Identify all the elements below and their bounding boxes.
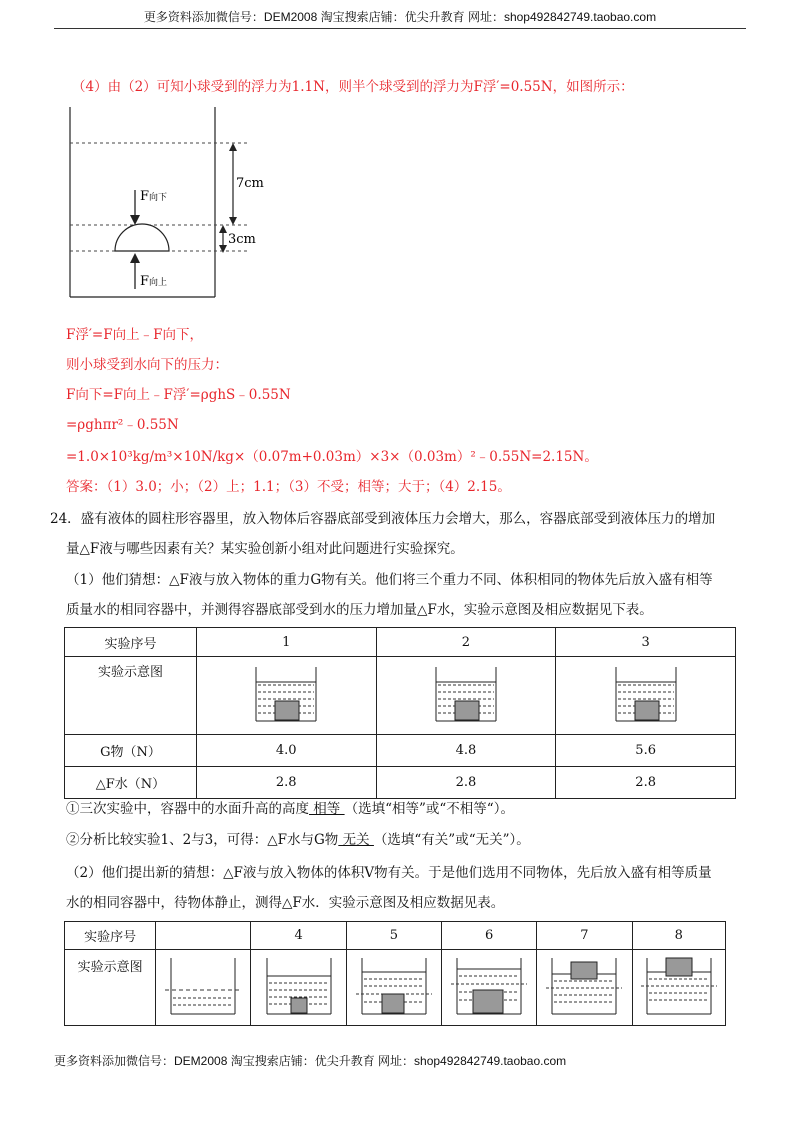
t1-fig-3	[556, 657, 736, 735]
t2-col-4: 4	[251, 922, 346, 950]
t2-col-6: 6	[442, 922, 537, 950]
t1-col-3: 3	[556, 628, 736, 657]
f-up-label: F向上	[140, 274, 168, 289]
eq-line-3: F向下=F向上﹣F浮′=ρghS﹣0.55N	[66, 387, 291, 403]
t2-fig-empty	[156, 950, 251, 1026]
header-divider	[54, 28, 746, 29]
experiment-table-1	[64, 627, 736, 799]
q24-sub1: ①三次实验中，容器中的水面升高的高度 相等 （选填“相等”或“不相等“）。	[66, 801, 514, 817]
q24-part1-line2: 质量水的相同容器中，并测得容器底部受到水的压力增加量△F水，实验示意图及相应数据见下表。	[66, 602, 653, 618]
t2-fig-4	[251, 950, 346, 1026]
t1-g-1: 4.0	[196, 735, 376, 767]
eq-line-2: 则小球受到水向下的压力：	[66, 357, 228, 373]
t2-fig-6	[442, 950, 537, 1026]
t2-header-seq: 实验序号	[65, 922, 156, 950]
q24-sub2-answer: 无关	[338, 832, 374, 848]
f-down-label: F向下	[140, 189, 168, 204]
page-header: 更多资料添加微信号：DEM2008 淘宝搜索店铺：优尖升教育 网址：shop492842749.taobao.com	[143, 10, 657, 24]
t2-fig-5	[346, 950, 441, 1026]
q24-part2-line1: （2）他们提出新的猜想：△F液与放入物体的体积V物有关。于是他们选用不同物体，先后放入盛有相等质量	[66, 865, 712, 881]
t1-df-2: 2.8	[376, 767, 556, 799]
t2-col-8: 8	[632, 922, 725, 950]
t1-df-1: 2.8	[196, 767, 376, 799]
q24-part1-line1: （1）他们猜想：△F液与放入物体的重力G物有关。他们将三个重力不同、体积相同的物体先后放入盛有相等	[66, 572, 713, 588]
q24-sub1-answer: 相等	[309, 801, 345, 817]
answer-line: 答案：（1）3.0；小；（2）上；1.1；（3）不受；相等；大于；（4）2.15。	[66, 479, 511, 495]
page-footer: 更多资料添加微信号：DEM2008 淘宝搜索店铺：优尖升教育 网址：shop492842749.taobao.com	[54, 1054, 567, 1068]
t1-col-2: 2	[376, 628, 556, 657]
q24-sub2: ②分析比较实验1、2与3，可得：△F水与G物 无关 （选填“有关”或“无关”）。	[66, 832, 530, 848]
t2-fig-8	[632, 950, 725, 1026]
t1-df-3: 2.8	[556, 767, 736, 799]
eq-line-5: =1.0×10³kg/m³×10N/kg×（0.07m+0.03m）×3×（0.03m）²﹣0.55N=2.15N。	[66, 449, 598, 465]
t1-header-g: G物（N）	[65, 735, 197, 767]
t2-col-0	[156, 922, 251, 950]
t1-fig-1	[196, 657, 376, 735]
t1-g-3: 5.6	[556, 735, 736, 767]
label-3cm: 3cm	[228, 232, 256, 247]
t1-header-df: △F水（N）	[65, 767, 197, 799]
eq-line-4: =ρghπr²﹣0.55N	[66, 417, 179, 433]
t2-fig-7	[537, 950, 632, 1026]
q24-part2-line2: 水的相同容器中，待物体静止，测得△F水．实验示意图及相应数据见表。	[66, 895, 505, 911]
experiment-table-2	[64, 921, 726, 1026]
hemisphere-figure	[60, 105, 280, 305]
label-7cm: 7cm	[236, 176, 264, 191]
t1-header-fig: 实验示意图	[65, 657, 197, 735]
t1-fig-2	[376, 657, 556, 735]
q24-stem-line1: 24．盛有液体的圆柱形容器里，放入物体后容器底部受到液体压力会增大，那么，容器底部受到液体压力的增加	[50, 511, 716, 527]
t2-col-7: 7	[537, 922, 632, 950]
t1-col-1: 1	[196, 628, 376, 657]
eq-line-1: F浮′=F向上﹣F向下，	[66, 327, 203, 343]
t2-col-5: 5	[346, 922, 441, 950]
q24-stem-line2: 量△F液与哪些因素有关？某实验创新小组对此问题进行实验探究。	[66, 541, 464, 557]
part4-intro: （4）由（2）可知小球受到的浮力为1.1N，则半个球受到的浮力为F浮′=0.55N，如图所示：	[72, 79, 634, 95]
t1-g-2: 4.8	[376, 735, 556, 767]
t2-header-fig: 实验示意图	[65, 950, 156, 1026]
t1-header-seq: 实验序号	[65, 628, 197, 657]
